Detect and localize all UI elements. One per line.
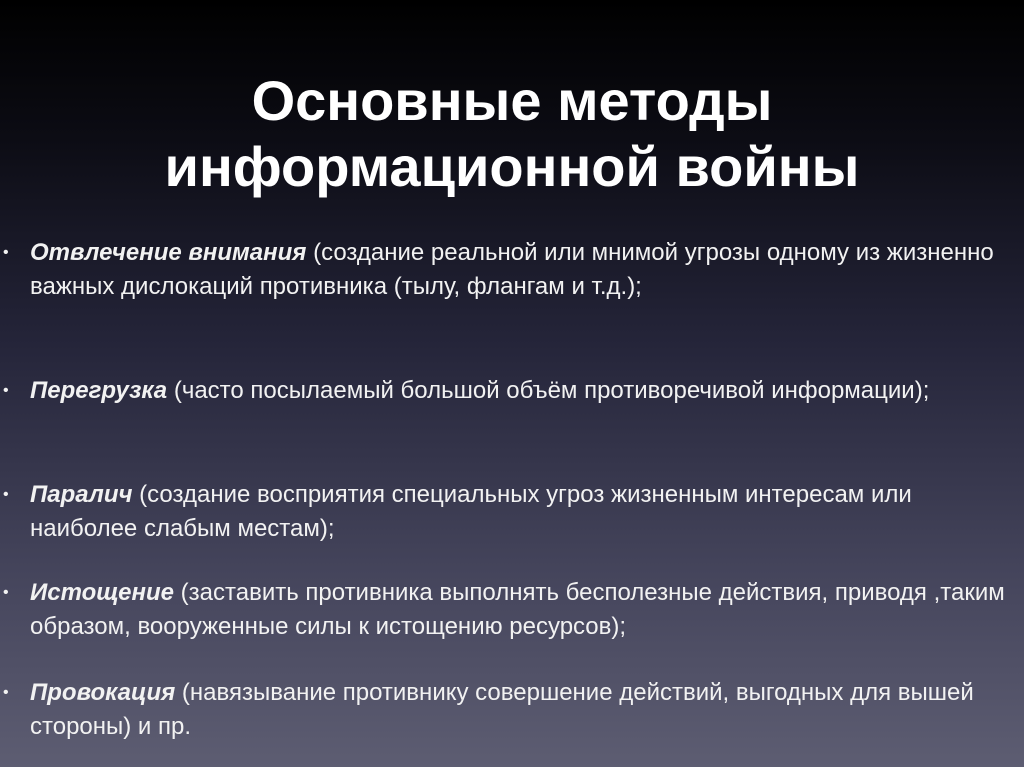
bullet-icon: •: [3, 584, 9, 601]
method-term: Провокация: [30, 679, 176, 706]
title-line-1: Основные методы: [251, 68, 773, 132]
bullet-icon: •: [3, 684, 9, 701]
method-item-distraction: [3, 236, 1005, 304]
bullet-icon: •: [3, 244, 9, 261]
method-description: (навязывание противнику совершение действий, выгодных для вышей стороны) и пр.: [30, 679, 974, 740]
method-description: (часто посылаемый большой объём противоречивой информации);: [167, 377, 930, 404]
method-term: Истощение: [30, 579, 174, 606]
method-item-exhaustion: [3, 576, 1005, 644]
method-item-paralysis: [3, 478, 1005, 546]
method-description: (заставить противника выполнять бесполезные действия, приводя ,таким образом, вооруженные силы к истощению ресурсов);: [30, 579, 1005, 640]
method-term: Паралич: [30, 481, 133, 508]
method-item-provocation: [3, 676, 1005, 744]
method-description: (создание восприятия специальных угроз жизненным интересам или наиболее слабым местам);: [30, 481, 912, 542]
method-term: Отвлечение внимания: [30, 239, 307, 266]
slide-title: [0, 68, 1024, 200]
method-term: Перегрузка: [30, 377, 168, 404]
method-item-overload: [3, 374, 1005, 408]
bullet-icon: •: [3, 486, 9, 503]
title-line-2: информационной войны: [164, 134, 860, 198]
bullet-icon: •: [3, 382, 9, 399]
method-description: (создание реальной или мнимой угрозы одному из жизненно важных дислокаций противника (тылу, флангам и т.д.);: [30, 239, 994, 300]
